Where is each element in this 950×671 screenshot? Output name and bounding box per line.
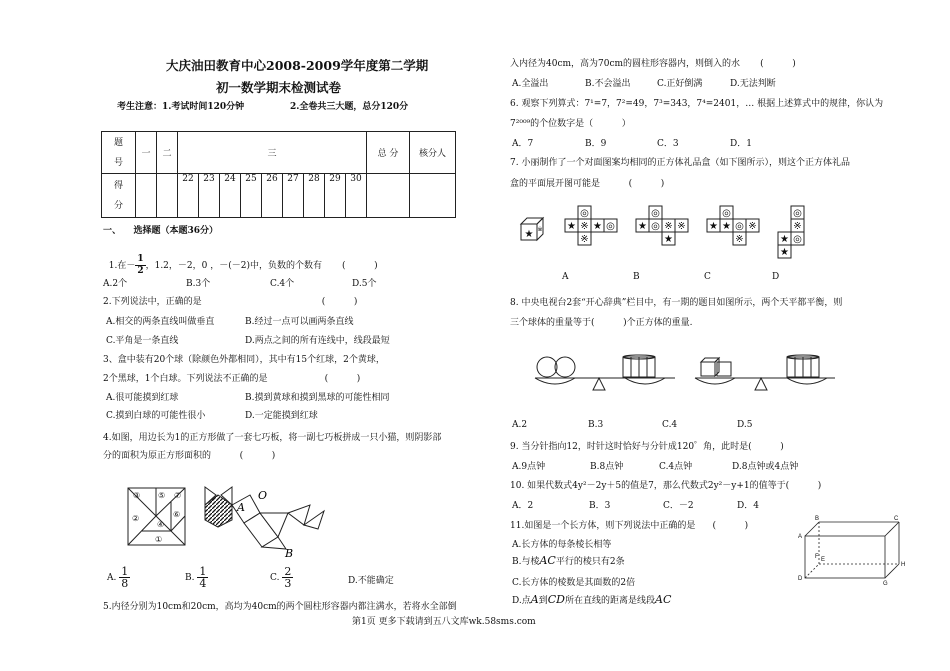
q6-option-b[interactable]: B．9 [585, 139, 607, 149]
exam-title-line1: 大庆油田教育中心2008-2009学年度第二学期 [166, 58, 429, 73]
q11-option-c[interactable]: C.长方体的棱数是其面数的2倍 [512, 578, 636, 588]
question-5-stem-line1: 5.内径分别为10cm和20cm，高均为40cm的两个圆柱形容器内都注满水，若将水全部倒 [103, 602, 457, 612]
tangram-piece-label: ④ [157, 520, 165, 529]
question-8-stem-line2: 三个球体的重量等于( )个正方体的重量. [510, 318, 693, 328]
q7-option-d[interactable]: D [772, 272, 780, 282]
svg-text:★: ★ [524, 229, 534, 240]
score-blank-cell[interactable] [136, 174, 157, 218]
question-number-cell: 26 [262, 174, 283, 218]
question-7-stem-line2: 盒的平面展开图可能是 ( ) [510, 179, 665, 189]
q9-option-d[interactable]: D.8点钟或4点钟 [732, 462, 799, 472]
question-number-cell: 29 [325, 174, 346, 218]
q4-option-c[interactable]: C. $\frac{2}{3}$ [270, 565, 292, 590]
question-2-stem: 2.下列说法中，正确的是 ( ) [103, 297, 358, 307]
score-blank-cell[interactable] [367, 174, 410, 218]
score-header-cell: 一 [136, 132, 157, 174]
q10-option-d[interactable]: D．4 [737, 501, 759, 511]
q2-option-c[interactable]: C.平角是一条直线 [106, 336, 179, 346]
exam-note-time: 考生注意：1.考试时间120分钟 [117, 102, 245, 112]
q7-option-b[interactable]: B [633, 272, 640, 282]
score-blank-cell[interactable] [410, 174, 456, 218]
vertex-label: B [815, 516, 820, 522]
q5-option-d[interactable]: D.无法判断 [730, 79, 776, 89]
q8-option-a[interactable]: A.2 [512, 420, 528, 430]
q2-option-a[interactable]: A.相交的两条直线叫做垂直 [106, 317, 215, 327]
score-header-cell: 核分人 [410, 132, 456, 174]
question-4-stem-line1: 4.如图，用边长为1的正方形做了一套七巧板，将一副七巧板拼成一只小猫，则阴影部 [103, 433, 442, 443]
q6-option-a[interactable]: A．7 [512, 139, 534, 149]
svg-text:◎: ◎ [651, 208, 660, 219]
question-3-stem-line1: 3、盒中装有20个球（除颜色外都相同），其中有15个红球，2个黄球， [103, 355, 385, 365]
question-number-cell: 30 [346, 174, 367, 218]
cuboid-figure [795, 514, 905, 586]
question-6-stem-line1: 6. 观察下列算式：7¹=7，7²=49，7³=343，7⁴=2401，… 根据上述算式中的规律，你认为 [510, 99, 884, 109]
q8-option-c[interactable]: C.4 [662, 420, 678, 430]
q10-option-a[interactable]: A．2 [512, 501, 534, 511]
svg-text:※: ※ [537, 226, 543, 233]
score-header-cell: 三 [178, 132, 367, 174]
question-9-stem: 9. 当分针指向12，时针这时恰好与分针成120゜角，此时是( ) [510, 442, 784, 452]
q3-option-a[interactable]: A.很可能摸到红球 [106, 393, 179, 403]
q10-option-b[interactable]: B．3 [589, 501, 611, 511]
question-4-stem-line2: 分的面积为原正方形面积的 ( ) [103, 451, 276, 461]
q11-option-d[interactable]: D.点A到CD所在直线的距离是线段AC [512, 593, 672, 606]
q3-option-c[interactable]: C.摸到白球的可能性很小 [106, 411, 206, 421]
svg-text:★: ★ [709, 221, 718, 232]
tangram-piece-label: ② [132, 514, 140, 523]
q2-option-b[interactable]: B.经过一点可以画两条直线 [245, 317, 354, 327]
question-6-stem-line2: 7²⁰⁰⁹的个位数字是（ ） [510, 119, 631, 129]
question-1-stem: 1.在－ $\frac{1}{2}$ ，1.2，－2，0 ，－(－2)中，负数的个数有 ( ) [108, 254, 378, 276]
page-footer: 第1页 更多下载请到五八文库wk.58sms.com [352, 617, 536, 627]
q1-option-b[interactable]: B.3个 [186, 279, 211, 289]
q11-option-a[interactable]: A.长方体的每条棱长相等 [512, 540, 612, 550]
score-label-cell: 得分 [102, 174, 136, 218]
question-number-cell: 28 [304, 174, 325, 218]
tangram-piece-label: ⑤ [158, 491, 166, 500]
point-label: B [285, 547, 294, 560]
q5-option-a[interactable]: A.全溢出 [512, 79, 549, 89]
svg-text:★: ★ [780, 234, 789, 245]
vertex-label: A [798, 534, 803, 540]
question-7-stem-line1: 7. 小丽制作了一个对面图案均相同的正方体礼品盒（如下图所示），则这个正方体礼品 [510, 158, 850, 168]
cube-nets-figure [518, 200, 828, 260]
tangram-piece-label: ③ [133, 491, 141, 500]
q7-option-a[interactable]: A [562, 272, 569, 282]
q3-option-d[interactable]: D.一定能摸到红球 [245, 411, 318, 421]
question-3-stem-line2: 2个黑球，1个白球。下列说法不正确的是 ( ) [103, 374, 361, 384]
tangram-square-figure [127, 487, 187, 547]
question-number-cell: 24 [220, 174, 241, 218]
svg-text:※: ※ [748, 221, 757, 232]
vertex-label: G [883, 581, 888, 587]
score-header-cell: 题号 [102, 132, 136, 174]
q4-option-b[interactable]: B. $\frac{1}{4}$ [185, 565, 207, 590]
score-table [101, 131, 456, 218]
q9-option-a[interactable]: A.9点钟 [512, 462, 546, 472]
vertex-label: C [894, 516, 899, 522]
question-5-stem-line2: 入内径为40cm，高为70cm的圆柱形容器内，则倒入的水 ( ) [510, 59, 796, 69]
tangram-piece-label: ⑦ [174, 491, 182, 500]
q1-option-d[interactable]: D.5个 [352, 279, 377, 289]
score-blank-cell[interactable] [157, 174, 178, 218]
tangram-cat-figure [200, 485, 330, 560]
fraction: $\frac{1}{2}$ [137, 254, 144, 276]
q8-option-b[interactable]: B.3 [588, 420, 604, 430]
q5-option-c[interactable]: C.正好倒满 [657, 79, 703, 89]
svg-text:※: ※ [580, 234, 589, 245]
question-number-cell: 22 [178, 174, 199, 218]
vertex-label: H [901, 562, 906, 568]
question-11-stem: 11.如图是一个长方体，则下列说法中正确的是 ( ) [510, 521, 749, 531]
q4-option-d[interactable]: D.不能确定 [348, 576, 394, 586]
svg-text:◎: ◎ [793, 234, 802, 245]
svg-text:★: ★ [593, 221, 602, 232]
q6-option-c[interactable]: C．3 [657, 139, 679, 149]
svg-text:★: ★ [638, 221, 647, 232]
q5-option-b[interactable]: B.不会溢出 [585, 79, 631, 89]
question-10-stem: 10. 如果代数式4y²－2y＋5的值是7，那么代数式2y²－y+1的值等于( ) [510, 481, 822, 491]
svg-text:◎: ◎ [606, 221, 615, 232]
q10-option-c[interactable]: C．－2 [663, 501, 694, 511]
score-header-cell: 二 [157, 132, 178, 174]
question-number-cell: 23 [199, 174, 220, 218]
q7-option-c[interactable]: C [704, 272, 711, 282]
svg-text:◎: ◎ [651, 221, 660, 232]
svg-text:※: ※ [735, 234, 744, 245]
question-number-cell: 27 [283, 174, 304, 218]
exam-note-score: 2.全卷共三大题，总分120分 [290, 102, 409, 112]
svg-text:※: ※ [677, 221, 686, 232]
question-8-stem-line1: 8. 中央电视台2套“开心辞典”栏目中，有一期的题目如图所示，两个天平都平衡，则 [510, 298, 843, 308]
section-heading: 一、 选择题（本题36分） [103, 226, 219, 236]
svg-text:◎: ◎ [735, 221, 744, 232]
svg-text:※: ※ [664, 221, 673, 232]
point-label: A [237, 501, 245, 514]
q1-option-a[interactable]: A.2个 [103, 279, 128, 289]
q6-option-d[interactable]: D．1 [730, 139, 752, 149]
q2-option-d[interactable]: D.两点之间的所有连线中，线段最短 [245, 336, 390, 346]
score-header-cell: 总 分 [367, 132, 410, 174]
q8-option-d[interactable]: D.5 [737, 420, 753, 430]
svg-text:★: ★ [567, 221, 576, 232]
svg-text:★: ★ [722, 221, 731, 232]
tangram-piece-label: ⑥ [173, 510, 181, 519]
svg-text:◎: ◎ [793, 208, 802, 219]
vertex-label: E [821, 557, 826, 563]
svg-text:※: ※ [793, 221, 802, 232]
q4-option-a[interactable]: A. $\frac{1}{8}$ [107, 565, 129, 590]
svg-text:★: ★ [664, 234, 673, 245]
balance-scales-figure [525, 350, 845, 400]
q1-option-c[interactable]: C.4个 [270, 279, 295, 289]
point-label: O [258, 489, 268, 502]
svg-text:◎: ◎ [580, 208, 589, 219]
q9-option-c[interactable]: C.4点钟 [659, 462, 693, 472]
svg-text:◎: ◎ [722, 208, 731, 219]
tangram-piece-label: ① [155, 535, 163, 544]
question-number-cell: 25 [241, 174, 262, 218]
svg-text:※: ※ [580, 221, 589, 232]
q11-option-b[interactable]: B.与棱AC平行的棱只有2条 [512, 554, 625, 567]
q9-option-b[interactable]: B.8点钟 [590, 462, 624, 472]
q3-option-b[interactable]: B.摸到黄球和摸到黑球的可能性相同 [245, 393, 390, 403]
vertex-label: D [798, 576, 803, 582]
exam-title-line2: 初一数学期末检测试卷 [216, 80, 342, 95]
svg-text:★: ★ [780, 247, 789, 258]
vertex-label: F [815, 554, 819, 560]
